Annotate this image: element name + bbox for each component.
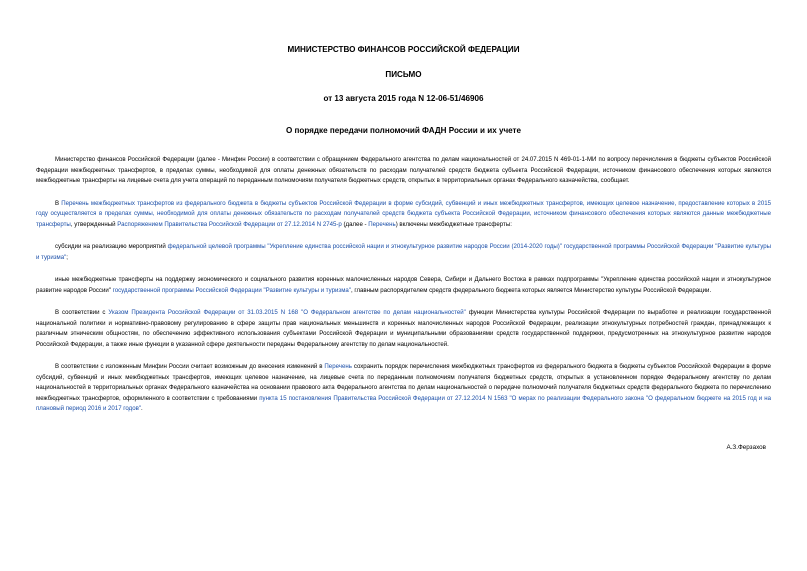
- signature: А.З.Ферзахов: [726, 444, 766, 451]
- text: субсидии на реализацию мероприятий: [55, 243, 168, 250]
- text: ) включены межбюджетные трансферты:: [395, 220, 512, 228]
- document-body: [36, 155, 771, 415]
- target-program-link[interactable]: федеральной целевой программы "Укрепление единства российской нации и этнокультурное развитие народов России (2014-2020 годы)": [167, 243, 562, 250]
- ministry-heading: МИНИСТЕРСТВО ФИНАНСОВ РОССИЙСКОЙ ФЕДЕРАЦИИ: [287, 45, 520, 54]
- list-short-link[interactable]: Перечень: [324, 363, 352, 370]
- text: сохранить порядок перечисления межбюджетных трансфертов из федерального бюджета в бюджеты субъектов Российской Федерации в форме субсидий, субвенций и иных межбюджетных трансфертов, имеющих целевое назначение, на лицевые счета по переданным полномочиям получателя бюджетных средств, открытых в установленном порядке Федеральному агентству по делам национальностей в территориальных органах Федерального казначейства на основании правового акта Федерального агентства по делам национальностей о передаче полномочий получателя бюджетных средств федерального бюджета по перечислению межбюджетных трансфертов, оформленного в соответствии с требованиями: [36, 363, 771, 402]
- list-short-link[interactable]: Перечень: [368, 220, 396, 228]
- text: В соответствии с: [55, 309, 109, 316]
- paragraph-4: [36, 275, 771, 296]
- document-title: О порядке передачи полномочий ФАДН России и их учете: [285, 126, 522, 135]
- text: (далее -: [341, 220, 369, 228]
- text: , утвержденный: [70, 220, 118, 228]
- text: иные межбюджетные трансферты на поддержку экономического и социального развития коренных малочисленных народов Севера, Сибири и Дальнего Востока в рамках подпрограммы "Укрепление единства российской нации и этнокультурное развитие народов России": [36, 276, 771, 294]
- text: ;: [66, 253, 68, 261]
- decree-link[interactable]: Указом Президента Российской Федерации от 31.03.2015 N 168 "О Федеральном агентстве по делам национальностей": [108, 309, 466, 316]
- text: В соответствии с изложенным Минфин России считает возможным до внесения изменений в: [55, 363, 325, 370]
- order-link[interactable]: Распоряжением Правительства Российской Федерации от 27.12.2014 N 2745-р: [117, 220, 342, 228]
- paragraph-3: [36, 242, 771, 263]
- text: , главным распорядителем средств федерального бюджета которых является Министерство культуры Российской Федерации.: [350, 286, 712, 294]
- state-program-link[interactable]: государственной программы Российской Федерации "Развитие культуры и туризма": [36, 243, 771, 261]
- state-program-link[interactable]: государственной программы Российской Федерации "Развитие культуры и туризма": [112, 286, 351, 294]
- paragraph-6: [36, 362, 771, 415]
- text: .: [140, 405, 143, 412]
- document-type: ПИСЬМО: [385, 70, 422, 79]
- paragraph-1: Министерство финансов Российской Федерации (далее - Минфин России) в соответствии с обращением Федерального агентства по делам национальностей от 24.07.2015 N 469-01-1-МИ по вопросу перечисления в бюджеты субъектов Российской Федерации межбюджетных трансфертов, в пределах суммы, необходимой для оплаты денежных обязательств по расходам получателей средств бюджета субъекта Российской Федерации, источником финансового обеспечения которых являются межбюджетные трансферты на лицевые счета для учета операций по переданным полномочиям получателя бюджетных средств, открытых в территориальных органах Федерального казначейства, сообщает.: [36, 156, 771, 184]
- text: В: [55, 199, 62, 207]
- resolution-link[interactable]: пункта 15 постановления Правительства Российской Федерации от 27.12.2014 N 1563 "О мерах по реализации Федерального закона "О федеральном бюджете на 2015 год и на плановый период 2016 и 2017 годов": [36, 394, 771, 412]
- paragraph-5: [36, 308, 771, 350]
- document-date-number: от 13 августа 2015 года N 12-06-51/46906: [323, 94, 484, 103]
- list-link[interactable]: Перечень межбюджетных трансфертов из федерального бюджета в бюджеты субъектов Российской Федерации в форме субсидий, субвенций и иных межбюджетных трансфертов, имеющих целевое назначение, предоставление которых в 2015 году осуществляется в пределах суммы, необходимой для оплаты денежных обязательств по расходам получателей средств бюджета субъекта Российской Федерации, источником финансового обеспечения которых являются данные межбюджетные трансферты: [36, 199, 771, 228]
- text: функции Министерства культуры Российской Федерации по выработке и реализации государственной национальной политики и нормативно-правовому регулированию в сфере защиты прав национальных меньшинств и коренных малочисленных народов Российской Федерации, реализации этнокультурных потребностей граждан, принадлежащих к различным этническим общностям, по обеспечению эффективного использования субъектами Российской Федерации и муниципальными образованиями средств государственной поддержки, предусмотренных на этнокультурное развитие народов Российской Федерации, а также иные функции в указанной сфере деятельности переданы Федеральному агентству по делам национальностей.: [36, 309, 772, 348]
- paragraph-2: [36, 199, 771, 231]
